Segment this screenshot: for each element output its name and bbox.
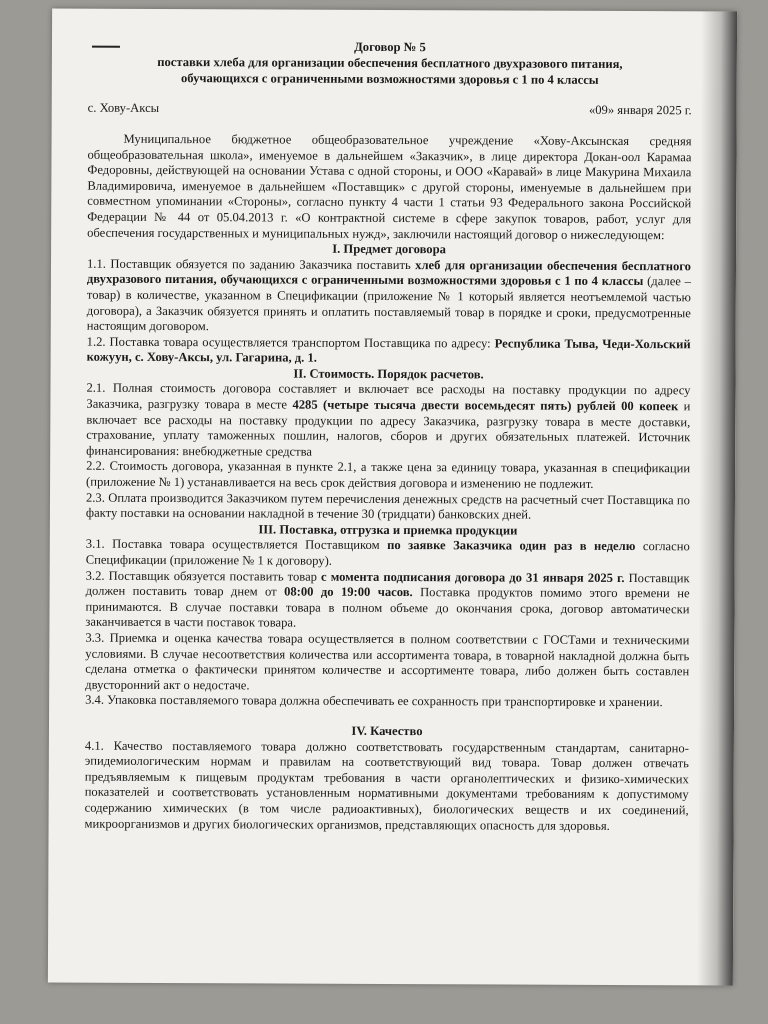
clause-1-2-address-bold: Республика Тыва, Чеди-Хольский кожуун, с. Хову-Аксы, ул. Гагарина, д. 1.: [86, 336, 691, 365]
preamble-paragraph: Муниципальное бюджетное общеобразовательное учреждение «Хову-Аксынская средняя общеобразовательная школа», именуемое в дальнейшем «Заказчик», в лице директора Докан-оол Карамаа Федоровны, действующей на основании Устава с одной стороны, и ООО «Каравай» в лице Макурина Михаила Владимировича, именуемое в дальнейшем «Поставщик» с другой стороны, именуемые в дальнейшем при совместном упоминании «Стороны», согласно пункту 4 части 1 статьи 93 Федерального закона Российской Федерации № 44 от 05.04.2013 г. «О контрактной системе в сфере закупок товаров, работ, услуг для обеспечения государственных и муниципальных нужд», заключили настоящий договор о нижеследующем:: [87, 131, 692, 242]
document-page: [48, 9, 737, 986]
clause-3-2-term-bold: с момента подписания договора до 31 января 2025 г.: [321, 569, 625, 585]
clause-2-1-text-c: и включает все расходы на поставку продукции по адресу Заказчика, разгрузку товара в месте доставки, страхование, уплату таможенных пошлин, налогов, сборов и других обязательных платежей. Источник финансирования: внебюджетные средства: [86, 399, 691, 459]
contract-subtitle-line1: поставки хлеба для организации обеспечения бесплатного двухразового питания,: [157, 54, 623, 71]
clause-3-3: 3.3. Приемка и оценка качества товара осуществляется в полном соответствии с ГОСТами и техническими условиями. В случае несоответствия количества или ассортимента товара, в товарной накладной должна быть сделана отметка о фактически принятом количестве и ассортименте товара, либо должен быть составлен двусторонний акт о недостаче.: [85, 630, 690, 693]
section-3-title: III. Поставка, отгрузка и приемка продукции: [258, 522, 518, 538]
clause-1-1: [87, 256, 691, 337]
clause-2-1: [86, 381, 690, 462]
clause-2-2: 2.2. Стоимость договора, указанная в пункте 2.1, а также цена за единицу товара, указанная в спецификации (приложение № 1) устанавливается на весь срок действия договора и изменению не подлежит.: [86, 459, 691, 491]
clause-3-2-text-e: Поставка продуктов помимо этого времени не принимаются. В случае поставки товара в полном объеме до окончания срока, договор автоматически заканчивается в части поставок товара.: [85, 585, 690, 630]
contract-date: «09» января 2025 г.: [588, 103, 692, 118]
contract-place: с. Хову-Аксы: [87, 101, 160, 116]
clause-3-1-text-a: 3.1. Поставка товара осуществляется Поставщиком: [85, 537, 388, 553]
clause-3-4: 3.4. Упаковка поставляемого товара должна обеспечивать ее сохранность при транспортировке и хранении.: [85, 693, 663, 710]
clause-1-2-text-a: 1.2. Поставка товара осуществляется транспортом Поставщика по адресу:: [86, 334, 495, 351]
section-1-title: I. Предмет договора: [332, 241, 446, 257]
section-2-title: II. Стоимость. Порядок расчетов.: [293, 366, 484, 382]
clause-3-1-text-c: согласно Спецификации (приложение № 1 к договору).: [85, 539, 690, 568]
clause-2-1-text-a: 2.1. Полная стоимость договора составляет и включает все расходы на поставку продукции по адресу Заказчика, разгрузку товара в месте: [86, 381, 691, 412]
contract-header: [88, 39, 692, 89]
place-date-row: [88, 101, 692, 119]
clause-4-1: 4.1. Качество поставляемого товара должно соответствовать государственным стандартам, санитарно-эпидемиологическим нормам и правилам на соответствующий вид товара. Товар должен отвечать предъявляемым к пищевым продуктам требования в части органолептических и физико-химических показателей и соответствовать установленным нормативными документами требованиям к допустимому содержанию химических (в том числе радиоактивных), биологических веществ и их соединений, микроорганизмов и других биологических организмов, представляющих опасность для здоровья.: [84, 738, 689, 833]
contract-subtitle-line2: обучающихся с ограниченными возможностями здоровья с 1 по 4 классы: [180, 70, 599, 87]
contract-title: Договор № 5: [354, 39, 426, 55]
clause-3-1: [86, 537, 690, 571]
clause-3-2: [85, 568, 689, 633]
clause-3-2-hours-bold: 08:00 до 19:00 часов.: [284, 584, 413, 600]
document-content: [85, 39, 692, 835]
clause-2-1-amount-bold: 4285 (четыре тысяча двести восемьдесят пять) рублей 00 копеек: [292, 397, 679, 414]
clause-1-1-text-c: (далее – товар) в количестве, указанном в Спецификации (приложение № 1 который является неотъемлемой частью договора), а Заказчик обязуется принять и оплатить поставляемый товар в порядке и сроки, предусмотренные настоящим договором.: [86, 274, 691, 334]
clause-1-2: [87, 334, 691, 368]
clause-1-1-goods-bold: хлеб для организации обеспечения бесплатного двухразового питания, обучающихся с ограниченными возможностями здоровья с 1 по 4 классы: [86, 257, 692, 289]
clause-2-3: 2.3. Оплата производится Заказчиком путем перечисления денежных средств на расчетный счет Поставщика по факту поставки на основании накладной в течение 30 (тридцати) банковских дней.: [85, 490, 691, 522]
clause-3-2-text-c: Поставщик должен поставить товар днем от: [85, 570, 690, 599]
clause-1-1-text-a: 1.1. Поставщик обязуется по заданию Заказчика поставить: [86, 256, 416, 272]
clause-3-2-text-a: 3.2. Поставщик обязуется поставить товар: [85, 568, 322, 584]
clause-3-1-schedule-bold: по заявке Заказчика один раз в неделю: [387, 538, 636, 554]
section-4-title: IV. Качество: [351, 723, 423, 739]
